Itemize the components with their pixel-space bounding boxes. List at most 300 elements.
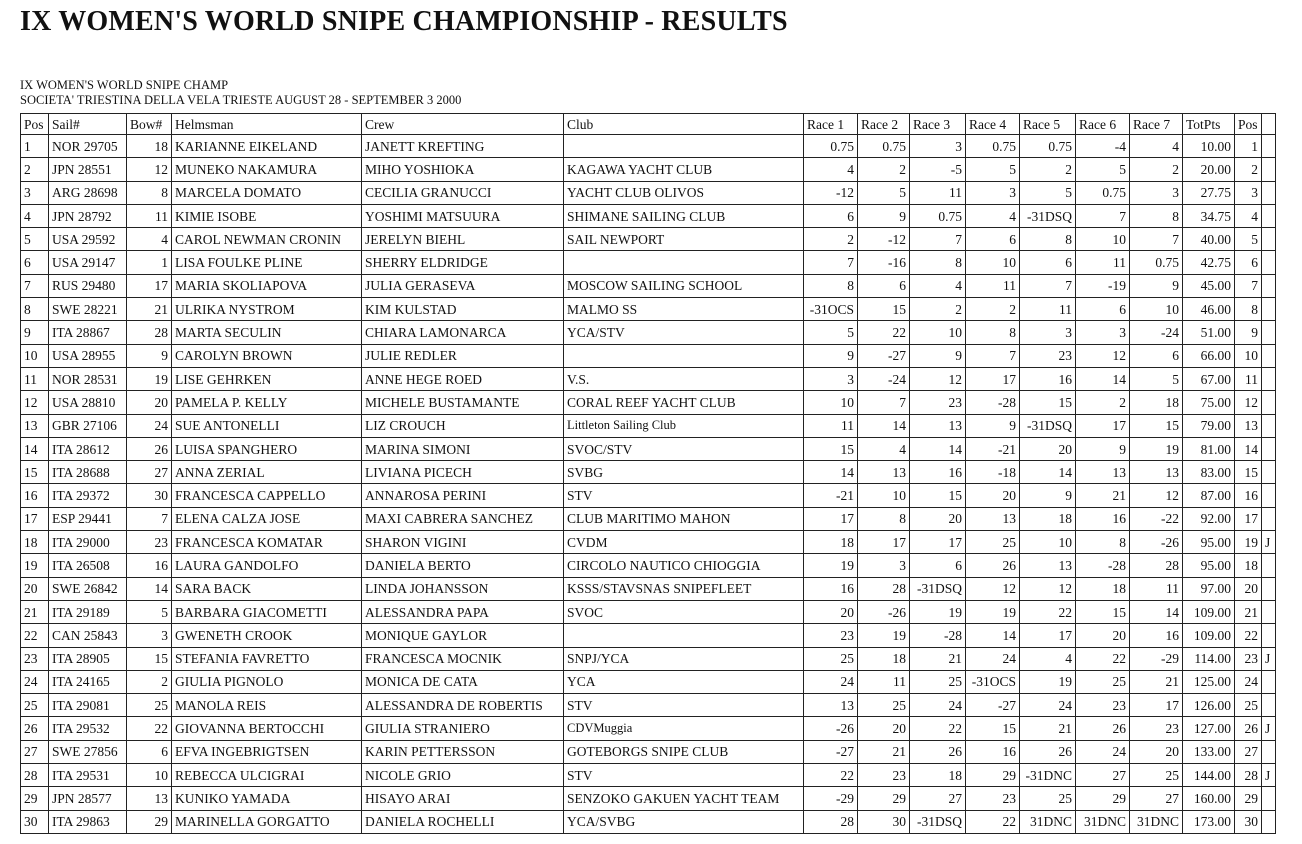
cell-race-7: 14 [1130,600,1183,623]
cell-crew: KARIN PETTERSSON [362,740,564,763]
cell-sail: ITA 28612 [49,437,127,460]
cell-flag [1262,810,1276,833]
table-row [21,670,1276,693]
cell-race-4: 3 [966,181,1020,204]
cell-club: KSSS/STAVSNAS SNIPEFLEET [564,577,804,600]
cell-race-4: 25 [966,531,1020,554]
cell-bow: 7 [127,507,172,530]
cell-bow: 18 [127,135,172,158]
cell-race-1: 18 [804,531,858,554]
cell-final-pos: 19 [1235,531,1262,554]
cell-race-7: 25 [1130,764,1183,787]
cell-race-3: 13 [910,414,966,437]
cell-totpts: 45.00 [1183,274,1235,297]
cell-bow: 26 [127,437,172,460]
cell-race-3: 10 [910,321,966,344]
cell-pos: 13 [21,414,49,437]
cell-race-6: 27 [1076,764,1130,787]
table-row [21,507,1276,530]
column-header-race-2: Race 2 [858,114,910,135]
cell-race-4: 23 [966,787,1020,810]
cell-sail: ITA 28905 [49,647,127,670]
cell-final-pos: 20 [1235,577,1262,600]
cell-totpts: 87.00 [1183,484,1235,507]
cell-race-2: 0.75 [858,135,910,158]
cell-totpts: 133.00 [1183,740,1235,763]
cell-race-6: 20 [1076,624,1130,647]
cell-crew: MAXI CABRERA SANCHEZ [362,507,564,530]
cell-crew: YOSHIMI MATSUURA [362,204,564,227]
cell-final-pos: 21 [1235,600,1262,623]
cell-club: GOTEBORGS SNIPE CLUB [564,740,804,763]
cell-race-3: 27 [910,787,966,810]
cell-race-3: -28 [910,624,966,647]
cell-race-6: -4 [1076,135,1130,158]
cell-race-4: 24 [966,647,1020,670]
cell-bow: 1 [127,251,172,274]
cell-club: MOSCOW SAILING SCHOOL [564,274,804,297]
cell-race-3: 8 [910,251,966,274]
cell-bow: 9 [127,344,172,367]
cell-race-5: 23 [1020,344,1076,367]
cell-race-3: 15 [910,484,966,507]
cell-bow: 14 [127,577,172,600]
cell-race-5: 14 [1020,461,1076,484]
table-row [21,414,1276,437]
cell-helmsman: MARTA SECULIN [172,321,362,344]
cell-race-4: -21 [966,437,1020,460]
cell-race-3: 24 [910,694,966,717]
cell-final-pos: 17 [1235,507,1262,530]
cell-race-5: 8 [1020,228,1076,251]
cell-sail: USA 28810 [49,391,127,414]
cell-race-4: 7 [966,344,1020,367]
cell-club: V.S. [564,367,804,390]
event-name: IX WOMEN'S WORLD SNIPE CHAMP [20,78,229,92]
cell-helmsman: ANNA ZERIAL [172,461,362,484]
cell-club: CLUB MARITIMO MAHON [564,507,804,530]
cell-race-3: 6 [910,554,966,577]
cell-race-5: 7 [1020,274,1076,297]
cell-totpts: 20.00 [1183,158,1235,181]
cell-flag [1262,437,1276,460]
cell-club [564,251,804,274]
cell-totpts: 34.75 [1183,204,1235,227]
cell-race-6: -19 [1076,274,1130,297]
cell-pos: 20 [21,577,49,600]
column-header-flag [1262,114,1276,135]
cell-race-7: 11 [1130,577,1183,600]
cell-race-1: -12 [804,181,858,204]
cell-race-4: 11 [966,274,1020,297]
cell-final-pos: 30 [1235,810,1262,833]
cell-totpts: 79.00 [1183,414,1235,437]
cell-race-1: 2 [804,228,858,251]
cell-race-2: -24 [858,367,910,390]
cell-helmsman: KUNIKO YAMADA [172,787,362,810]
cell-crew: ANNE HEGE ROED [362,367,564,390]
cell-totpts: 95.00 [1183,531,1235,554]
cell-race-3: 20 [910,507,966,530]
cell-race-6: 15 [1076,600,1130,623]
cell-race-1: -21 [804,484,858,507]
cell-sail: USA 28955 [49,344,127,367]
cell-race-5: 31DNC [1020,810,1076,833]
cell-race-5: 15 [1020,391,1076,414]
cell-race-7: 21 [1130,670,1183,693]
cell-race-3: 26 [910,740,966,763]
cell-flag [1262,600,1276,623]
cell-race-2: 3 [858,554,910,577]
cell-club: SAIL NEWPORT [564,228,804,251]
cell-sail: ITA 29863 [49,810,127,833]
cell-crew: JULIA GERASEVA [362,274,564,297]
cell-bow: 2 [127,670,172,693]
cell-totpts: 109.00 [1183,624,1235,647]
cell-totpts: 126.00 [1183,694,1235,717]
cell-helmsman: PAMELA P. KELLY [172,391,362,414]
cell-race-1: -29 [804,787,858,810]
cell-final-pos: 25 [1235,694,1262,717]
cell-race-5: 10 [1020,531,1076,554]
cell-sail: ARG 28698 [49,181,127,204]
cell-race-7: 10 [1130,298,1183,321]
cell-sail: JPN 28577 [49,787,127,810]
cell-helmsman: GWENETH CROOK [172,624,362,647]
cell-flag [1262,577,1276,600]
cell-race-3: 22 [910,717,966,740]
cell-bow: 30 [127,484,172,507]
cell-sail: USA 29592 [49,228,127,251]
cell-race-6: 23 [1076,694,1130,717]
cell-flag [1262,554,1276,577]
table-row [21,577,1276,600]
cell-final-pos: 1 [1235,135,1262,158]
cell-race-5: 11 [1020,298,1076,321]
cell-race-2: 15 [858,298,910,321]
cell-race-5: -31DSQ [1020,414,1076,437]
cell-race-6: 12 [1076,344,1130,367]
cell-race-1: 25 [804,647,858,670]
cell-bow: 16 [127,554,172,577]
cell-race-6: 22 [1076,647,1130,670]
cell-race-3: -31DSQ [910,810,966,833]
cell-race-6: 18 [1076,577,1130,600]
cell-race-5: 2 [1020,158,1076,181]
cell-race-7: 16 [1130,624,1183,647]
cell-totpts: 66.00 [1183,344,1235,367]
cell-race-6: 7 [1076,204,1130,227]
cell-race-2: 22 [858,321,910,344]
cell-race-3: 25 [910,670,966,693]
cell-pos: 29 [21,787,49,810]
cell-flag [1262,740,1276,763]
cell-sail: ITA 26508 [49,554,127,577]
cell-sail: SWE 26842 [49,577,127,600]
cell-helmsman: ULRIKA NYSTROM [172,298,362,321]
table-row [21,740,1276,763]
column-header-race-7: Race 7 [1130,114,1183,135]
cell-race-5: 5 [1020,181,1076,204]
cell-pos: 22 [21,624,49,647]
cell-race-1: 28 [804,810,858,833]
cell-flag [1262,228,1276,251]
table-row [21,344,1276,367]
cell-race-6: 2 [1076,391,1130,414]
cell-crew: KIM KULSTAD [362,298,564,321]
table-row [21,694,1276,717]
cell-race-2: 25 [858,694,910,717]
cell-race-3: 9 [910,344,966,367]
cell-race-6: 0.75 [1076,181,1130,204]
cell-race-7: 18 [1130,391,1183,414]
cell-race-2: 19 [858,624,910,647]
cell-race-2: 11 [858,670,910,693]
cell-pos: 5 [21,228,49,251]
table-row [21,787,1276,810]
cell-crew: ANNAROSA PERINI [362,484,564,507]
cell-crew: LINDA JOHANSSON [362,577,564,600]
cell-bow: 11 [127,204,172,227]
cell-race-6: 24 [1076,740,1130,763]
cell-crew: JANETT KREFTING [362,135,564,158]
cell-race-2: 4 [858,437,910,460]
cell-race-2: 30 [858,810,910,833]
event-venue-dates: SOCIETA' TRIESTINA DELLA VELA TRIESTE AUGUST 28 - SEPTEMBER 3 2000 [20,93,462,107]
cell-helmsman: MARCELA DOMATO [172,181,362,204]
cell-race-3: 11 [910,181,966,204]
cell-club: SENZOKO GAKUEN YACHT TEAM [564,787,804,810]
cell-flag [1262,670,1276,693]
cell-crew: LIVIANA PICECH [362,461,564,484]
cell-race-5: 19 [1020,670,1076,693]
cell-totpts: 81.00 [1183,437,1235,460]
cell-race-5: 6 [1020,251,1076,274]
column-header-club: Club [564,114,804,135]
cell-crew: DANIELA BERTO [362,554,564,577]
cell-sail: ITA 29189 [49,600,127,623]
cell-flag [1262,507,1276,530]
cell-final-pos: 13 [1235,414,1262,437]
cell-race-2: 2 [858,158,910,181]
cell-race-2: -26 [858,600,910,623]
cell-sail: JPN 28551 [49,158,127,181]
cell-totpts: 95.00 [1183,554,1235,577]
cell-final-pos: 18 [1235,554,1262,577]
cell-race-7: 28 [1130,554,1183,577]
cell-sail: ITA 24165 [49,670,127,693]
cell-race-6: 9 [1076,437,1130,460]
cell-sail: NOR 29705 [49,135,127,158]
cell-bow: 8 [127,181,172,204]
cell-helmsman: KARIANNE EIKELAND [172,135,362,158]
cell-race-2: -27 [858,344,910,367]
cell-race-7: 23 [1130,717,1183,740]
cell-helmsman: ELENA CALZA JOSE [172,507,362,530]
cell-sail: ITA 29372 [49,484,127,507]
cell-race-7: -22 [1130,507,1183,530]
cell-bow: 17 [127,274,172,297]
cell-race-1: 10 [804,391,858,414]
cell-race-4: 26 [966,554,1020,577]
cell-final-pos: 27 [1235,740,1262,763]
column-header-totpts: TotPts [1183,114,1235,135]
table-row [21,321,1276,344]
cell-race-4: 4 [966,204,1020,227]
cell-club [564,344,804,367]
cell-crew: MARINA SIMONI [362,437,564,460]
table-row [21,158,1276,181]
cell-final-pos: 28 [1235,764,1262,787]
table-row [21,461,1276,484]
cell-flag [1262,135,1276,158]
cell-race-4: 15 [966,717,1020,740]
cell-race-3: 21 [910,647,966,670]
table-row [21,647,1276,670]
cell-race-7: -26 [1130,531,1183,554]
cell-bow: 20 [127,391,172,414]
cell-final-pos: 4 [1235,204,1262,227]
cell-race-5: 16 [1020,367,1076,390]
cell-final-pos: 10 [1235,344,1262,367]
cell-race-7: 20 [1130,740,1183,763]
cell-race-1: 5 [804,321,858,344]
cell-race-4: 19 [966,600,1020,623]
cell-flag: J [1262,764,1276,787]
cell-helmsman: EFVA INGEBRIGTSEN [172,740,362,763]
cell-race-5: 20 [1020,437,1076,460]
cell-bow: 22 [127,717,172,740]
cell-race-1: 24 [804,670,858,693]
cell-sail: ITA 29532 [49,717,127,740]
cell-race-6: 6 [1076,298,1130,321]
cell-flag [1262,298,1276,321]
cell-flag: J [1262,531,1276,554]
cell-race-4: 20 [966,484,1020,507]
cell-flag [1262,344,1276,367]
cell-club: Littleton Sailing Club [564,414,804,437]
column-header-bow: Bow# [127,114,172,135]
cell-club: SNPJ/YCA [564,647,804,670]
cell-race-3: 23 [910,391,966,414]
cell-race-1: 6 [804,204,858,227]
cell-race-6: 17 [1076,414,1130,437]
cell-bow: 21 [127,298,172,321]
cell-helmsman: MANOLA REIS [172,694,362,717]
cell-pos: 24 [21,670,49,693]
cell-race-5: 9 [1020,484,1076,507]
cell-race-6: 8 [1076,531,1130,554]
cell-helmsman: SUE ANTONELLI [172,414,362,437]
cell-race-7: 15 [1130,414,1183,437]
cell-crew: MIHO YOSHIOKA [362,158,564,181]
cell-race-4: 16 [966,740,1020,763]
cell-race-7: 2 [1130,158,1183,181]
cell-flag [1262,391,1276,414]
cell-race-1: 11 [804,414,858,437]
column-header-race-1: Race 1 [804,114,858,135]
cell-race-4: 5 [966,158,1020,181]
cell-race-7: 19 [1130,437,1183,460]
cell-race-2: 10 [858,484,910,507]
cell-race-2: 18 [858,647,910,670]
cell-pos: 27 [21,740,49,763]
cell-final-pos: 24 [1235,670,1262,693]
cell-race-2: 28 [858,577,910,600]
cell-race-2: -16 [858,251,910,274]
cell-race-7: 7 [1130,228,1183,251]
cell-club: SVBG [564,461,804,484]
table-row [21,810,1276,833]
table-row [21,228,1276,251]
cell-totpts: 27.75 [1183,181,1235,204]
cell-crew: CECILIA GRANUCCI [362,181,564,204]
cell-flag [1262,321,1276,344]
cell-helmsman: CAROLYN BROWN [172,344,362,367]
cell-race-2: 21 [858,740,910,763]
cell-final-pos: 5 [1235,228,1262,251]
cell-race-3: 18 [910,764,966,787]
cell-club: YCA/STV [564,321,804,344]
cell-race-2: 7 [858,391,910,414]
cell-helmsman: LISA FOULKE PLINE [172,251,362,274]
cell-race-1: 14 [804,461,858,484]
cell-club: SVOC/STV [564,437,804,460]
table-row [21,717,1276,740]
cell-bow: 4 [127,228,172,251]
cell-pos: 14 [21,437,49,460]
cell-flag [1262,624,1276,647]
cell-club: CIRCOLO NAUTICO CHIOGGIA [564,554,804,577]
cell-race-6: 5 [1076,158,1130,181]
cell-pos: 16 [21,484,49,507]
cell-pos: 26 [21,717,49,740]
cell-crew: HISAYO ARAI [362,787,564,810]
cell-crew: CHIARA LAMONARCA [362,321,564,344]
cell-flag [1262,694,1276,717]
cell-race-4: 9 [966,414,1020,437]
table-row [21,298,1276,321]
cell-race-6: 16 [1076,507,1130,530]
cell-race-1: 19 [804,554,858,577]
cell-pos: 7 [21,274,49,297]
cell-race-4: 17 [966,367,1020,390]
cell-race-6: 13 [1076,461,1130,484]
cell-race-2: 14 [858,414,910,437]
cell-helmsman: CAROL NEWMAN CRONIN [172,228,362,251]
cell-race-5: 13 [1020,554,1076,577]
cell-sail: ITA 29000 [49,531,127,554]
cell-sail: ESP 29441 [49,507,127,530]
cell-flag [1262,787,1276,810]
cell-crew: DANIELA ROCHELLI [362,810,564,833]
cell-pos: 10 [21,344,49,367]
cell-crew: SHERRY ELDRIDGE [362,251,564,274]
cell-race-1: -26 [804,717,858,740]
column-header-sail: Sail# [49,114,127,135]
column-header-race-3: Race 3 [910,114,966,135]
cell-bow: 25 [127,694,172,717]
cell-race-6: 31DNC [1076,810,1130,833]
cell-race-5: 3 [1020,321,1076,344]
cell-final-pos: 6 [1235,251,1262,274]
cell-flag [1262,158,1276,181]
cell-final-pos: 26 [1235,717,1262,740]
cell-final-pos: 29 [1235,787,1262,810]
cell-race-2: 9 [858,204,910,227]
cell-final-pos: 7 [1235,274,1262,297]
cell-flag [1262,251,1276,274]
